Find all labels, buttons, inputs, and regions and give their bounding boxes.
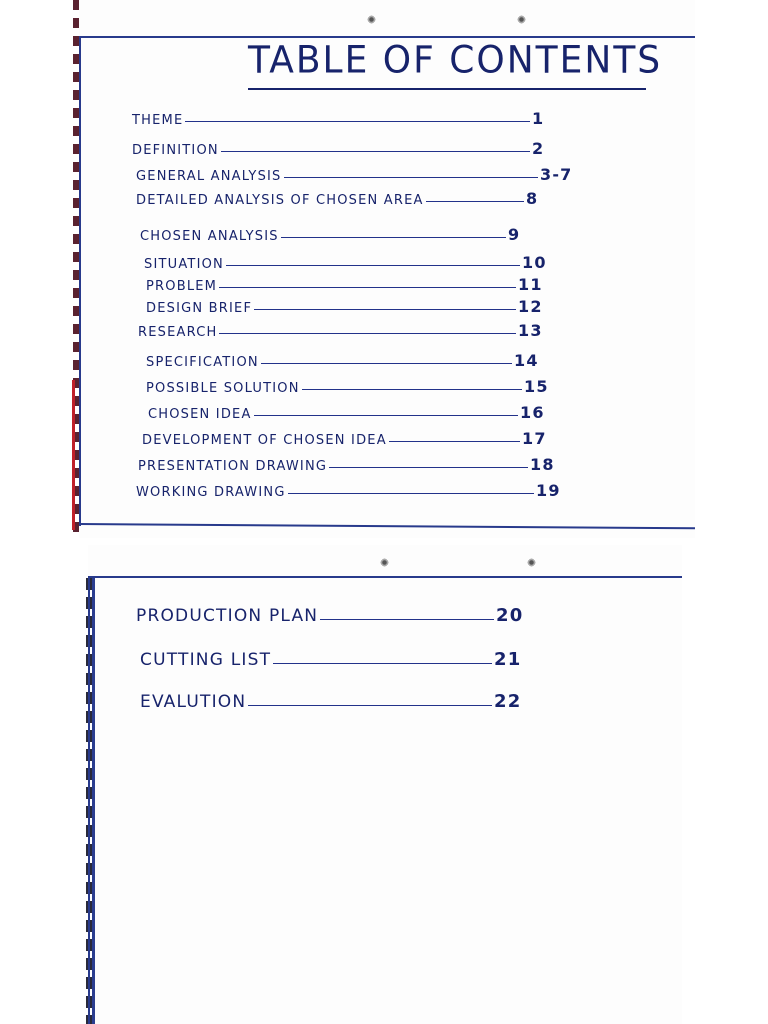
- toc-entry: [140, 648, 534, 670]
- title-underline: [248, 88, 646, 90]
- sheet-2-left-border: [88, 576, 90, 1024]
- toc-page-number: 19: [536, 481, 561, 500]
- toc-leader-line: [254, 415, 518, 416]
- toc-entry: [146, 374, 564, 396]
- toc-entry-title: DEFINITION: [132, 143, 219, 158]
- punch-hole: [527, 558, 536, 567]
- toc-page-number: 9: [508, 225, 521, 244]
- toc-leader-line: [185, 121, 530, 122]
- toc-entry-title: SITUATION: [144, 257, 224, 272]
- toc-entry-title: PROBLEM: [146, 279, 218, 294]
- toc-leader-line: [219, 287, 516, 288]
- toc-leader-line: [226, 265, 520, 266]
- toc-entry: [136, 604, 536, 626]
- punch-hole: [367, 15, 376, 24]
- toc-leader-line: [389, 441, 520, 442]
- toc-page-number: 22: [494, 691, 522, 712]
- toc-entry-title: GENERAL ANALYSIS: [136, 169, 282, 184]
- toc-leader-line: [261, 363, 512, 364]
- toc-page-number: 2: [532, 139, 545, 158]
- punch-hole: [517, 15, 526, 24]
- toc-page-number: 12: [518, 297, 543, 316]
- toc-entry: [136, 186, 566, 208]
- toc-page-number: 17: [522, 429, 547, 448]
- toc-leader-line: [281, 237, 506, 238]
- toc-page-number: 11: [518, 275, 543, 294]
- toc-entry-title: EVALUTION: [140, 692, 247, 712]
- toc-entry: [146, 272, 558, 294]
- toc-page-number: 8: [526, 189, 539, 208]
- toc-entry: [136, 162, 580, 184]
- binding-edge-blue: [92, 578, 95, 1024]
- toc-page-number: 15: [524, 377, 549, 396]
- toc-leader-line: [248, 705, 492, 706]
- toc-entry-title: DEVELOPMENT OF CHOSEN IDEA: [142, 433, 387, 448]
- toc-entry-title: CUTTING LIST: [140, 650, 272, 670]
- toc-page-number: 18: [530, 455, 555, 474]
- toc-entry: [136, 478, 576, 500]
- toc-leader-line: [254, 309, 516, 310]
- toc-leader-line: [219, 333, 516, 334]
- toc-page-number: 10: [522, 253, 547, 272]
- punch-hole: [380, 558, 389, 567]
- toc-entry: [146, 294, 558, 316]
- toc-entry: [146, 348, 554, 370]
- toc-entry-title: WORKING DRAWING: [136, 485, 286, 500]
- page-title: TABLE OF CONTENTS: [248, 38, 663, 83]
- toc-page-number: 16: [520, 403, 545, 422]
- toc-entry-title: POSSIBLE SOLUTION: [146, 381, 300, 396]
- toc-page-number: 21: [494, 649, 522, 670]
- toc-entry-title: DESIGN BRIEF: [146, 301, 253, 316]
- toc-entry-title: CHOSEN IDEA: [148, 407, 252, 422]
- toc-leader-line: [426, 201, 524, 202]
- toc-entry: [148, 400, 560, 422]
- toc-entry-title: DETAILED ANALYSIS OF CHOSEN AREA: [136, 193, 424, 208]
- toc-entry-title: SPECIFICATION: [146, 355, 259, 370]
- toc-page-number: 3-7: [540, 165, 573, 184]
- toc-page-number: 14: [514, 351, 539, 370]
- toc-entry: [140, 690, 534, 712]
- toc-leader-line: [320, 619, 494, 620]
- binding-edge-red: [72, 380, 75, 530]
- toc-entry-title: RESEARCH: [138, 325, 218, 340]
- toc-leader-line: [284, 177, 538, 178]
- toc-entry: [132, 106, 572, 128]
- toc-page-number: 20: [496, 605, 524, 626]
- toc-entry: [142, 426, 562, 448]
- toc-leader-line: [302, 389, 522, 390]
- sheet-2-top-border: [88, 576, 682, 578]
- toc-entry: [144, 250, 562, 272]
- toc-leader-line: [288, 493, 534, 494]
- toc-page-number: 1: [532, 109, 545, 128]
- toc-entry: [138, 318, 558, 340]
- toc-leader-line: [329, 467, 528, 468]
- sheet-1-left-border: [79, 36, 81, 526]
- toc-leader-line: [273, 663, 492, 664]
- toc-entry-title: THEME: [132, 113, 184, 128]
- toc-entry: [132, 136, 572, 158]
- toc-entry-title: PRESENTATION DRAWING: [138, 459, 328, 474]
- toc-entry-title: PRODUCTION PLAN: [136, 606, 319, 626]
- toc-entry: [138, 452, 570, 474]
- toc-leader-line: [221, 151, 530, 152]
- toc-page-number: 13: [518, 321, 543, 340]
- toc-entry: [140, 222, 548, 244]
- toc-entry-title: CHOSEN ANALYSIS: [140, 229, 279, 244]
- sheet-1-top-border: [79, 36, 695, 38]
